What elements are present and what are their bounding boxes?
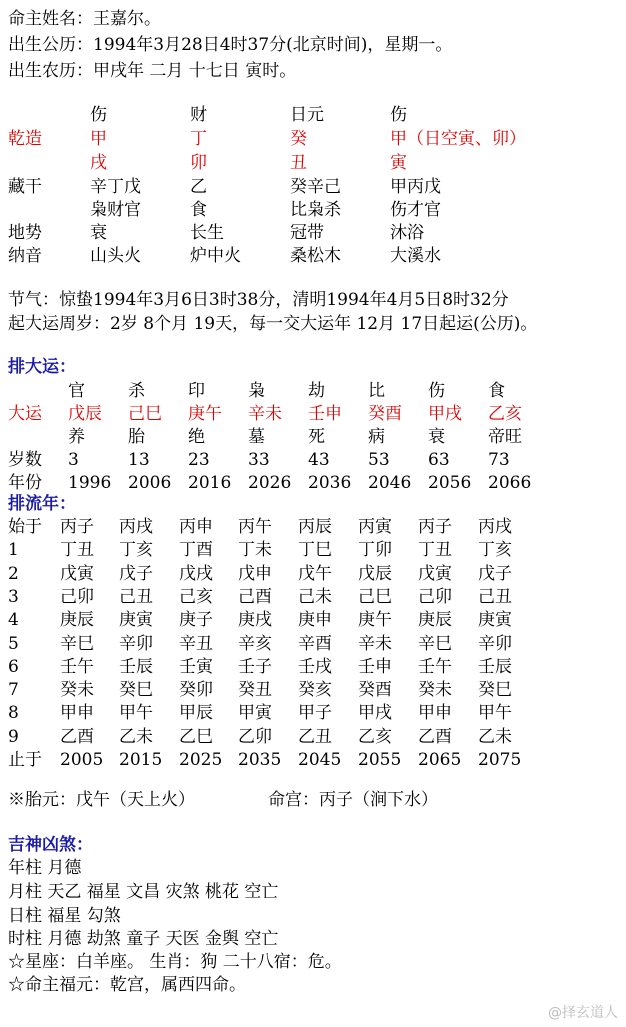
dayun-stages-cell: 死 <box>308 427 325 447</box>
dayun-ages-cell: 33 <box>248 450 270 470</box>
liunian-cell: 2055 <box>358 750 402 770</box>
dayun-years-cell: 2056 <box>428 473 472 493</box>
stem-hour: 甲（日空寅、卯） <box>390 129 526 149</box>
liunian-cell: 2035 <box>238 750 282 770</box>
dayun-pillars-cell: 癸酉 <box>368 404 402 424</box>
liunian-cell: 丁丑 <box>418 540 452 560</box>
hidden-stems-hour: 甲丙戊 <box>390 177 441 197</box>
liunian-cell: 辛酉 <box>298 634 332 654</box>
branch-day: 丑 <box>290 153 307 173</box>
liunian-cell: 癸丑 <box>238 680 272 700</box>
liunian-cell: 己未 <box>298 587 332 607</box>
liunian-cell: 2045 <box>298 750 342 770</box>
liunian-cell: 甲申 <box>60 703 94 723</box>
dayun-ages-cell: 3 <box>68 450 79 470</box>
liunian-cell: 2075 <box>478 750 522 770</box>
liunian-cell: 甲寅 <box>238 703 272 723</box>
zodiac-line: ☆星座：白羊座。 生肖：狗 二十八宿：危。 <box>8 952 342 972</box>
liunian-row-label: 5 <box>8 634 19 654</box>
dayun-ages-cell: 43 <box>308 450 330 470</box>
jieqi-line: 节气：惊蛰1994年3月6日3时38分，清明1994年4月5日8时32分 <box>8 290 509 310</box>
liunian-cell: 癸未 <box>60 680 94 700</box>
dayun-pillars-cell: 甲戌 <box>428 404 462 424</box>
liunian-row-label: 7 <box>8 680 19 700</box>
minggong-line: 命宫：丙子（涧下水） <box>268 790 438 810</box>
dayun-stages-cell: 帝旺 <box>488 427 522 447</box>
dayun-stages-cell: 绝 <box>188 427 205 447</box>
liunian-cell: 戊辰 <box>358 564 392 584</box>
liunian-row-label: 6 <box>8 657 19 677</box>
liunian-cell: 丙午 <box>238 517 272 537</box>
liunian-cell: 辛卯 <box>478 634 512 654</box>
dayun-gods-cell: 伤 <box>428 381 445 401</box>
liunian-cell: 戊子 <box>119 564 153 584</box>
qiyun-line: 起大运周岁：2岁 8个月 19天，每一交大运年 12月 17日起运(公历)。 <box>8 314 538 334</box>
dayun-years-cell: 2036 <box>308 473 352 493</box>
nayin-day: 桑松木 <box>290 246 341 266</box>
dayun-years-cell: 1996 <box>68 473 112 493</box>
liunian-row-label: 4 <box>8 610 19 630</box>
ten-god-day: 日元 <box>290 105 324 125</box>
dayun-gods-cell: 劫 <box>308 381 325 401</box>
liunian-cell: 辛未 <box>358 634 392 654</box>
liunian-cell: 癸酉 <box>358 680 392 700</box>
terrain-label: 地势 <box>8 223 42 243</box>
liunian-cell: 2005 <box>60 750 104 770</box>
liunian-cell: 壬午 <box>60 657 94 677</box>
ten-god-month: 财 <box>190 105 207 125</box>
liunian-cell: 壬午 <box>418 657 452 677</box>
dayun-pillars-cell: 乙亥 <box>488 404 522 424</box>
liunian-cell: 庚寅 <box>119 610 153 630</box>
liunian-cell: 2025 <box>179 750 223 770</box>
liunian-cell: 2065 <box>418 750 462 770</box>
lunar-birth-line: 出生农历：甲戌年 二月 十七日 寅时。 <box>8 61 297 81</box>
liunian-cell: 甲午 <box>478 703 512 723</box>
liunian-row-label: 9 <box>8 727 19 747</box>
liunian-cell: 戊寅 <box>60 564 94 584</box>
dayun-pillars-cell: 庚午 <box>188 404 222 424</box>
ten-god-hour: 伤 <box>390 105 407 125</box>
liunian-cell: 壬戌 <box>298 657 332 677</box>
liunian-cell: 辛丑 <box>179 634 213 654</box>
shensha-line: 日柱 福星 勾煞 <box>8 906 121 926</box>
terrain-month: 长生 <box>190 223 224 243</box>
terrain-hour: 沐浴 <box>390 223 424 243</box>
liunian-cell: 2015 <box>119 750 163 770</box>
liunian-cell: 甲申 <box>418 703 452 723</box>
liunian-row-label: 1 <box>8 540 19 560</box>
dayun-stages-cell: 墓 <box>248 427 265 447</box>
branch-month: 卯 <box>190 153 207 173</box>
liunian-cell: 戊戌 <box>179 564 213 584</box>
liunian-row-label: 3 <box>8 587 19 607</box>
hidden-gods-hour: 伤才官 <box>390 200 441 220</box>
hidden-gods-day: 比枭杀 <box>290 200 341 220</box>
hidden-gods-year: 枭财官 <box>90 200 141 220</box>
dayun-years-cell: 2046 <box>368 473 412 493</box>
dayun-pillars-cell: 戊辰 <box>68 404 102 424</box>
liunian-cell: 庚辰 <box>418 610 452 630</box>
dayun-years-cell: 2066 <box>488 473 532 493</box>
liunian-cell: 壬子 <box>238 657 272 677</box>
liunian-cell: 癸亥 <box>298 680 332 700</box>
liunian-cell: 丁巳 <box>298 540 332 560</box>
liunian-cell: 辛巳 <box>60 634 94 654</box>
liunian-cell: 丙戌 <box>119 517 153 537</box>
ten-god-year: 伤 <box>90 105 107 125</box>
liunian-cell: 庚申 <box>298 610 332 630</box>
liunian-cell: 庚午 <box>358 610 392 630</box>
nayin-month: 炉中火 <box>190 246 241 266</box>
qianzao-label: 乾造 <box>8 129 42 149</box>
nayin-label: 纳音 <box>8 246 42 266</box>
hidden-stems-month: 乙 <box>190 177 207 197</box>
dayun-gods-cell: 比 <box>368 381 385 401</box>
liunian-cell: 乙酉 <box>60 727 94 747</box>
liunian-cell: 甲戌 <box>358 703 392 723</box>
liunian-cell: 辛亥 <box>238 634 272 654</box>
liunian-cell: 己酉 <box>238 587 272 607</box>
liunian-cell: 戊寅 <box>418 564 452 584</box>
liunian-title: 排流年： <box>8 494 76 514</box>
dayun-gods-cell: 食 <box>488 381 505 401</box>
liunian-cell: 乙未 <box>478 727 512 747</box>
liunian-row-label: 止于 <box>8 750 42 770</box>
liunian-cell: 己丑 <box>119 587 153 607</box>
liunian-cell: 戊午 <box>298 564 332 584</box>
liunian-cell: 己亥 <box>179 587 213 607</box>
liunian-cell: 癸卯 <box>179 680 213 700</box>
dayun-row-label: 大运 <box>8 404 42 424</box>
hidden-stems-day: 癸辛己 <box>290 177 341 197</box>
shensha-line: 月柱 天乙 福星 文昌 灾煞 桃花 空亡 <box>8 882 279 902</box>
liunian-cell: 丙戌 <box>478 517 512 537</box>
dayun-gods-cell: 官 <box>68 381 85 401</box>
liunian-cell: 丙辰 <box>298 517 332 537</box>
nayin-year: 山头火 <box>90 246 141 266</box>
liunian-cell: 壬辰 <box>119 657 153 677</box>
liunian-cell: 戊申 <box>238 564 272 584</box>
dayun-gods-cell: 杀 <box>128 381 145 401</box>
nayin-hour: 大溪水 <box>390 246 441 266</box>
liunian-cell: 丙寅 <box>358 517 392 537</box>
liunian-cell: 壬寅 <box>179 657 213 677</box>
liunian-row-label: 8 <box>8 703 19 723</box>
liunian-cell: 庚子 <box>179 610 213 630</box>
solar-birth-line: 出生公历：1994年3月28日4时37分(北京时间)，星期一。 <box>8 35 453 55</box>
dayun-row-label: 岁数 <box>8 450 42 470</box>
dayun-years-cell: 2006 <box>128 473 172 493</box>
dayun-ages-cell: 23 <box>188 450 210 470</box>
dayun-ages-cell: 63 <box>428 450 450 470</box>
dayun-years-cell: 2026 <box>248 473 292 493</box>
dayun-pillars-cell: 辛未 <box>248 404 282 424</box>
dayun-ages-cell: 13 <box>128 450 150 470</box>
dayun-pillars-cell: 壬申 <box>308 404 342 424</box>
liunian-cell: 乙未 <box>119 727 153 747</box>
liunian-cell: 癸巳 <box>119 680 153 700</box>
dayun-title: 排大运： <box>8 357 76 377</box>
liunian-cell: 丁卯 <box>358 540 392 560</box>
dayun-stages-cell: 养 <box>68 427 85 447</box>
dayun-stages-cell: 病 <box>368 427 385 447</box>
hidden-stems-label: 藏干 <box>8 177 42 197</box>
dayun-gods-cell: 印 <box>188 381 205 401</box>
dayun-pillars-cell: 己巳 <box>128 404 162 424</box>
liunian-cell: 庚戌 <box>238 610 272 630</box>
branch-hour: 寅 <box>390 153 407 173</box>
liunian-cell: 乙卯 <box>238 727 272 747</box>
dayun-years-cell: 2016 <box>188 473 232 493</box>
dayun-row-label: 年份 <box>8 473 42 493</box>
liunian-cell: 丁亥 <box>478 540 512 560</box>
liunian-cell: 壬辰 <box>478 657 512 677</box>
liunian-cell: 己丑 <box>478 587 512 607</box>
liunian-cell: 丁酉 <box>179 540 213 560</box>
liunian-cell: 丙子 <box>418 517 452 537</box>
liunian-cell: 丁亥 <box>119 540 153 560</box>
liunian-cell: 己巳 <box>358 587 392 607</box>
stem-month: 丁 <box>190 129 207 149</box>
dayun-stages-cell: 衰 <box>428 427 445 447</box>
taiyuan-line: ※胎元：戊午（天上火） <box>8 790 195 810</box>
stem-day: 癸 <box>290 129 307 149</box>
liunian-cell: 甲辰 <box>179 703 213 723</box>
liunian-cell: 丙子 <box>60 517 94 537</box>
terrain-year: 衰 <box>90 223 107 243</box>
liunian-cell: 乙丑 <box>298 727 332 747</box>
dayun-ages-cell: 73 <box>488 450 510 470</box>
liunian-cell: 庚寅 <box>478 610 512 630</box>
liunian-row-label: 始于 <box>8 517 42 537</box>
stem-year: 甲 <box>90 129 107 149</box>
liunian-cell: 乙亥 <box>358 727 392 747</box>
watermark: @择玄道人 <box>548 1005 618 1021</box>
branch-year: 戌 <box>90 153 107 173</box>
liunian-cell: 癸未 <box>418 680 452 700</box>
liunian-cell: 辛卯 <box>119 634 153 654</box>
liunian-cell: 丁丑 <box>60 540 94 560</box>
liunian-cell: 戊子 <box>478 564 512 584</box>
dayun-stages-cell: 胎 <box>128 427 145 447</box>
name-line: 命主姓名：王嘉尔。 <box>8 9 161 29</box>
liunian-cell: 乙巳 <box>179 727 213 747</box>
liunian-cell: 丙申 <box>179 517 213 537</box>
liunian-row-label: 2 <box>8 564 19 584</box>
dayun-gods-cell: 枭 <box>248 381 265 401</box>
shensha-line: 年柱 月德 <box>8 858 82 878</box>
liunian-cell: 甲午 <box>119 703 153 723</box>
shensha-title: 吉神凶煞： <box>8 835 93 855</box>
terrain-day: 冠带 <box>290 223 324 243</box>
fuyuan-line: ☆命主福元：乾宫，属西四命。 <box>8 975 246 995</box>
liunian-cell: 辛巳 <box>418 634 452 654</box>
liunian-cell: 甲子 <box>298 703 332 723</box>
liunian-cell: 乙酉 <box>418 727 452 747</box>
hidden-stems-year: 辛丁戊 <box>90 177 141 197</box>
dayun-ages-cell: 53 <box>368 450 390 470</box>
liunian-cell: 癸巳 <box>478 680 512 700</box>
shensha-line: 时柱 月德 劫煞 童子 天医 金舆 空亡 <box>8 929 279 949</box>
hidden-gods-month: 食 <box>190 200 207 220</box>
liunian-cell: 庚辰 <box>60 610 94 630</box>
liunian-cell: 己卯 <box>60 587 94 607</box>
liunian-cell: 丁未 <box>238 540 272 560</box>
liunian-cell: 壬申 <box>358 657 392 677</box>
liunian-cell: 己卯 <box>418 587 452 607</box>
